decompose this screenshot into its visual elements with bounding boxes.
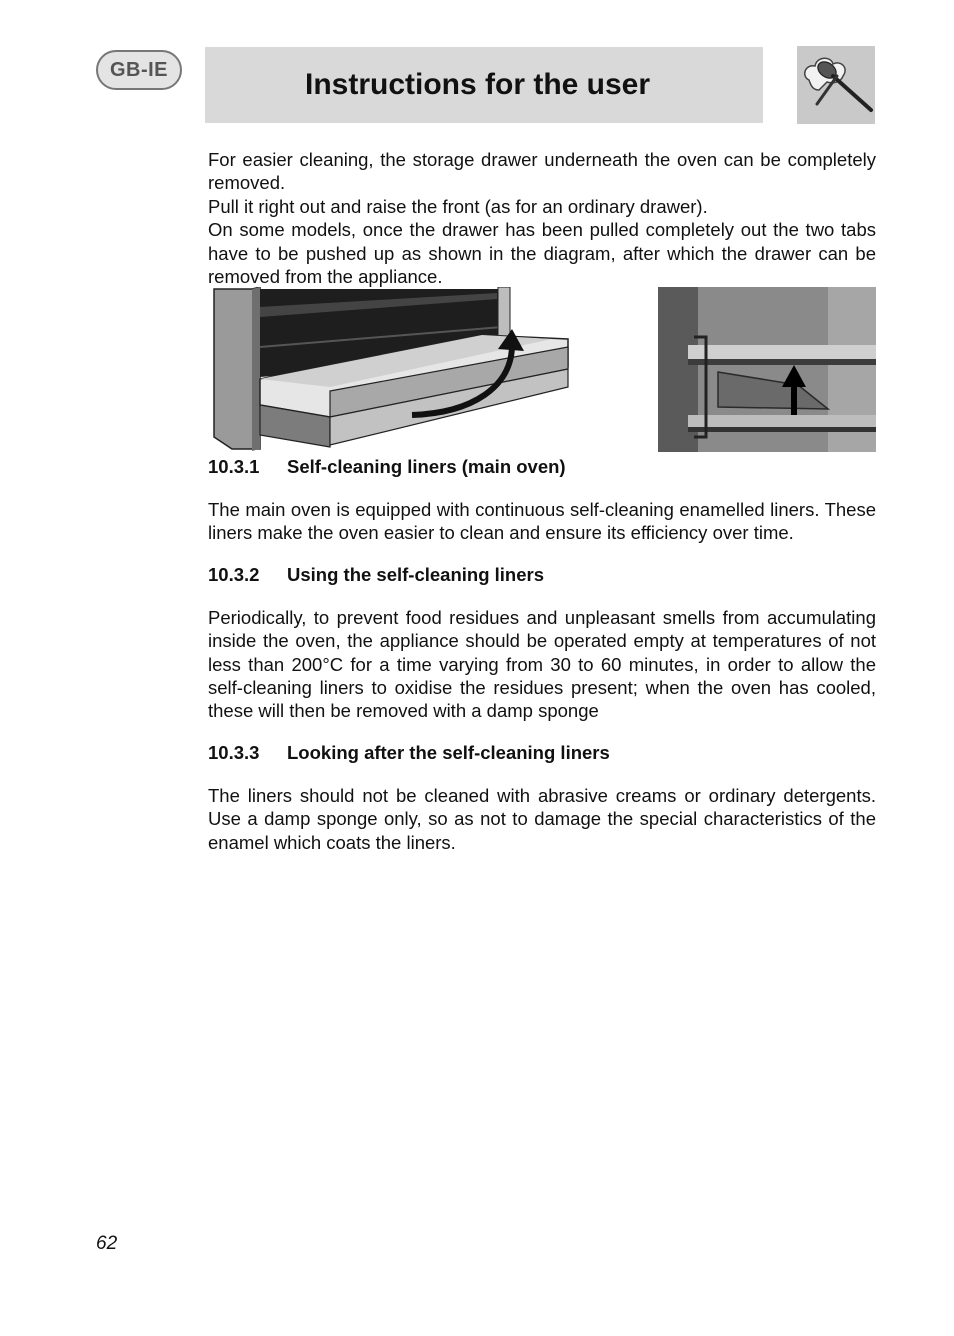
section-text: The liners should not be cleaned with abrasive creams or ordinary detergents. Use a damp sponge only, so as not to damage the special characteristics of the enamel which coats the liners.: [208, 784, 876, 853]
main-content: [208, 148, 876, 288]
sections: [208, 455, 876, 854]
intro-paragraph-2: Pull it right out and raise the front (as for an ordinary drawer).: [208, 195, 708, 217]
header-title-bar: [205, 47, 763, 123]
page-title: Instructions for the user: [305, 68, 651, 101]
region-badge: GB-IE: [96, 50, 182, 90]
drawer-tab-photo: [658, 287, 876, 452]
section-10-3-1: [208, 455, 876, 545]
section-heading: 10.3.2 Using the self-cleaning liners: [208, 563, 545, 585]
intro-paragraph-1: For easier cleaning, the storage drawer underneath the oven can be completely removed.: [208, 149, 876, 194]
intro-paragraph-3: On some models, once the drawer has been pulled completely out the two tabs have to be pushed up as shown in the diagram, after which the drawer can be removed from the appliance.: [208, 219, 876, 288]
drawer-removal-illustration: [212, 287, 572, 452]
section-heading: 10.3.3 Looking after the self-cleaning liners: [208, 741, 610, 763]
section-10-3-2: [208, 563, 876, 723]
section-heading: 10.3.1 Self-cleaning liners (main oven): [208, 456, 566, 477]
section-10-3-3: [208, 741, 876, 854]
chef-spoon-logo-icon: [797, 46, 875, 124]
page-number: 62: [96, 1233, 118, 1254]
section-text: Periodically, to prevent food residues and unpleasant smells from accumulating inside the oven, the appliance should be operated empty at temperatures of not less than 200°C for a time varying from 30 to 60 minutes, in order to allow the self-cleaning liners to oxidise the residues present; when the oven has cooled, these will then be removed with a damp sponge: [208, 606, 876, 722]
section-text: The main oven is equipped with continuous self-cleaning enamelled liners. These liners make the oven easier to clean and ensure its efficiency over time.: [208, 499, 876, 544]
